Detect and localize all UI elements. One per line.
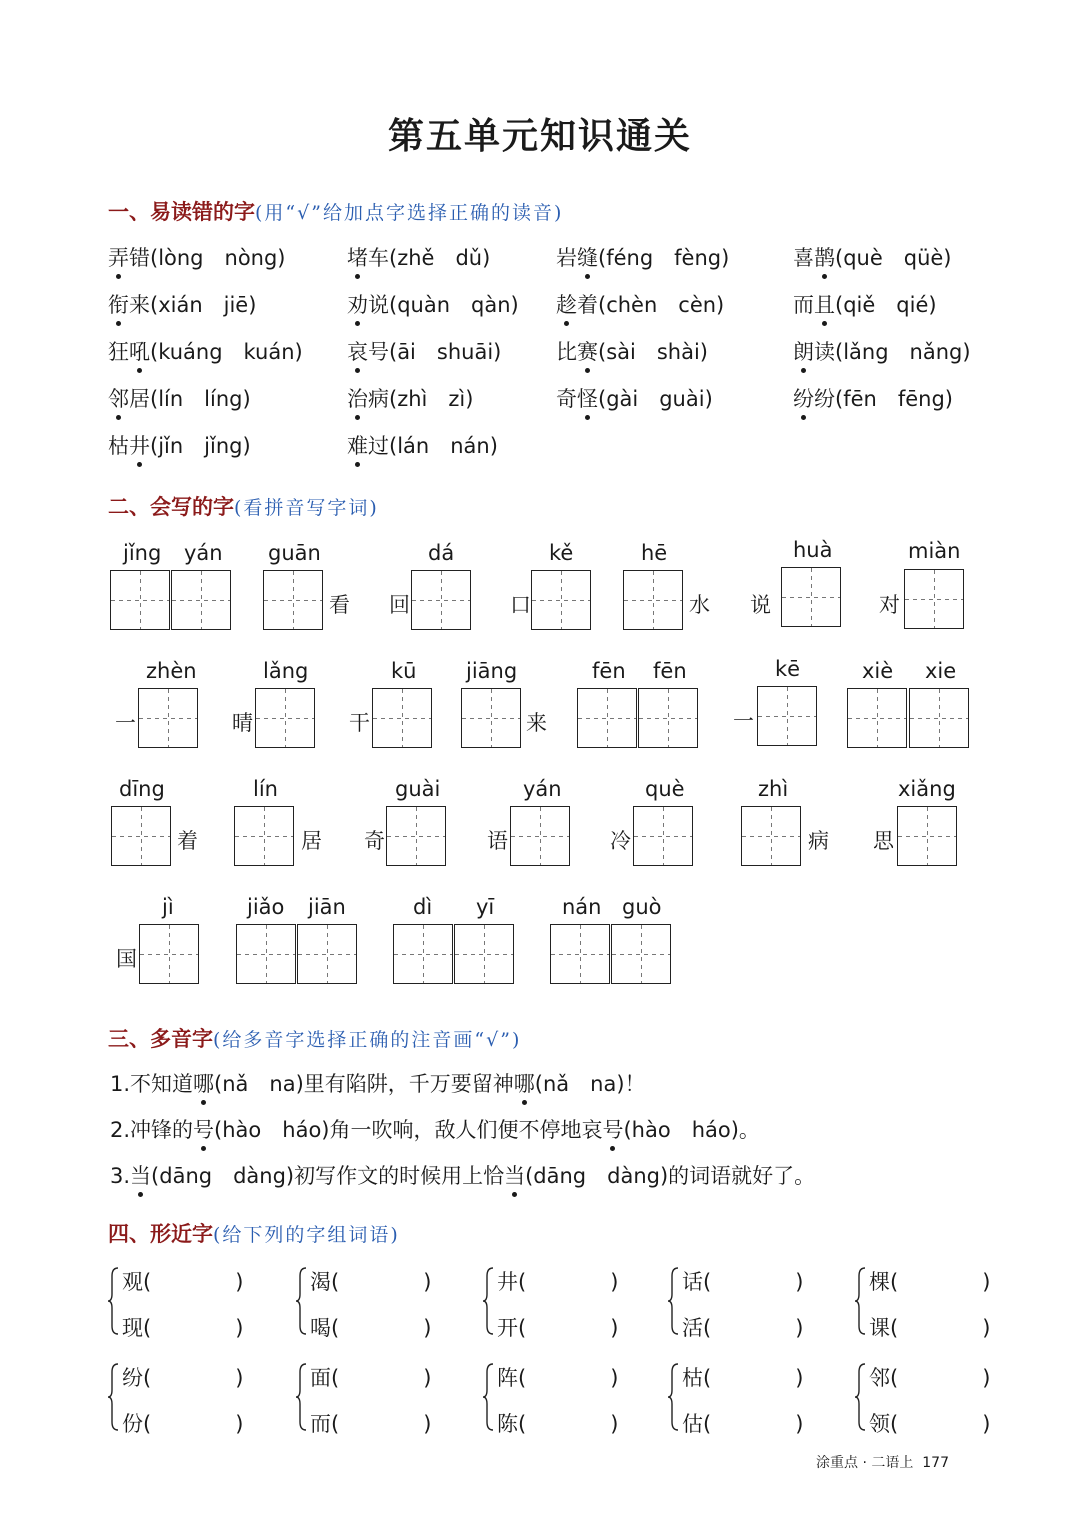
- word-char: 病: [808, 829, 829, 853]
- reading-item: [793, 242, 952, 272]
- pinyin-label: jì: [162, 895, 174, 919]
- pinyin-label: nán: [562, 895, 602, 919]
- section4-note: (给下列的字组词语): [213, 1224, 400, 1246]
- reading-post: 车: [368, 246, 389, 270]
- pinyin-label: zhèn: [146, 659, 197, 683]
- sentence-text: (hào háo)。: [623, 1118, 760, 1142]
- polyphone-char: 哪: [514, 1072, 535, 1096]
- polyphone-char: 号: [602, 1118, 623, 1142]
- pinyin-label: yán: [184, 541, 223, 565]
- emphasis-dot: [822, 321, 827, 326]
- section3-heading: [108, 1023, 521, 1053]
- writing-box: [263, 570, 323, 630]
- writing-box: [111, 806, 171, 866]
- pinyin-label: lín: [253, 777, 278, 801]
- pinyin-label: jiāng: [466, 659, 518, 683]
- similar-char-a: 棵( ): [869, 1270, 991, 1294]
- writing-box: [550, 924, 610, 984]
- pinyin-label: yī: [476, 895, 495, 919]
- emphasis-dot: [585, 274, 590, 279]
- reading-item: [793, 336, 971, 366]
- reading-pre: 比: [556, 340, 577, 364]
- emphasis-dot: [116, 415, 121, 420]
- similar-char-b: 领( ): [869, 1412, 991, 1436]
- reading-options: (lǎng nǎng): [835, 340, 971, 364]
- writing-box: [904, 569, 964, 629]
- reading-dotted-char: 纷: [793, 387, 814, 411]
- reading-options: (zhì zì): [389, 387, 474, 411]
- emphasis-dot: [355, 274, 360, 279]
- word-char: 冷: [610, 829, 631, 853]
- reading-dotted-char: 鹊: [814, 246, 835, 270]
- similar-char-b: 份( ): [122, 1412, 244, 1436]
- emphasis-dot: [512, 1192, 517, 1197]
- reading-options: (āi shuāi): [389, 340, 502, 364]
- sentence-text: 3.: [110, 1164, 131, 1188]
- brace-icon: [668, 1266, 680, 1336]
- section2-heading: [108, 491, 379, 521]
- brace-icon: [108, 1266, 120, 1336]
- writing-box: [138, 688, 198, 748]
- reading-post: 错: [129, 246, 150, 270]
- section2-head: 二、会写的字: [108, 495, 234, 519]
- reading-dotted-char: 弄: [108, 246, 129, 270]
- pinyin-label: dá: [428, 541, 455, 565]
- writing-box: [847, 688, 907, 748]
- reading-dotted-char: 堵: [347, 246, 368, 270]
- sentence-text: (nǎ na)里有陷阱，千万要留神: [214, 1072, 514, 1096]
- emphasis-dot: [116, 321, 121, 326]
- reading-post: 着: [577, 293, 598, 317]
- emphasis-dot: [138, 1192, 143, 1197]
- reading-dotted-char: 怪: [577, 387, 598, 411]
- word-char: 水: [689, 593, 710, 617]
- section1-head: 一、易读错的字: [108, 200, 255, 224]
- word-char: 一: [733, 709, 754, 733]
- reading-pre: 奇: [556, 387, 577, 411]
- emphasis-dot: [585, 415, 590, 420]
- similar-char-b: 估( ): [682, 1412, 804, 1436]
- word-char: 回: [389, 593, 410, 617]
- polyphone-char: 当: [504, 1164, 525, 1188]
- similar-char-b: 现( ): [122, 1316, 244, 1340]
- reading-dotted-char: 缝: [577, 246, 598, 270]
- pinyin-label: jǐng: [123, 541, 162, 565]
- sentence-text: (dāng dàng)的词语就好了。: [525, 1164, 816, 1188]
- section3-note: (给多音字选择正确的注音画“√”): [213, 1029, 522, 1051]
- brace-icon: [483, 1362, 495, 1432]
- reading-options: (zhě dǔ): [389, 246, 491, 270]
- reading-item: [347, 430, 498, 460]
- similar-char-a: 井( ): [497, 1270, 619, 1294]
- writing-box: [372, 688, 432, 748]
- word-char: 思: [873, 829, 894, 853]
- emphasis-dot: [201, 1100, 206, 1105]
- similar-char-a: 阵( ): [497, 1366, 619, 1390]
- brace-icon: [108, 1362, 120, 1432]
- word-char: 说: [750, 593, 771, 617]
- similar-char-a: 渴( ): [310, 1270, 432, 1294]
- brace-icon: [483, 1266, 495, 1336]
- writing-box: [393, 924, 453, 984]
- word-char: 国: [116, 947, 137, 971]
- reading-dotted-char: 朗: [793, 340, 814, 364]
- reading-options: (fēn fēng): [835, 387, 953, 411]
- writing-box: [297, 924, 357, 984]
- pinyin-label: miàn: [908, 539, 961, 563]
- similar-char-b: 开( ): [497, 1316, 619, 1340]
- emphasis-dot: [522, 1100, 527, 1105]
- pinyin-label: yán: [523, 777, 562, 801]
- reading-dotted-char: 赛: [577, 340, 598, 364]
- similar-char-a: 枯( ): [682, 1366, 804, 1390]
- emphasis-dot: [355, 415, 360, 420]
- reading-item: [556, 289, 724, 319]
- writing-box: [623, 570, 683, 630]
- reading-options: (lòng nòng): [150, 246, 286, 270]
- word-char: 一: [115, 711, 136, 735]
- emphasis-dot: [822, 274, 827, 279]
- writing-box: [757, 686, 817, 746]
- sentence-text: 2.冲锋的: [110, 1118, 194, 1142]
- reading-options: (què qüè): [835, 246, 952, 270]
- reading-item: [108, 430, 251, 460]
- pinyin-label: fēn: [592, 659, 626, 683]
- reading-options: (kuáng kuán): [150, 340, 303, 364]
- pinyin-label: guān: [268, 541, 321, 565]
- reading-dotted-char: 难: [347, 434, 368, 458]
- pinyin-label: hē: [641, 541, 668, 565]
- reading-post: 居: [129, 387, 150, 411]
- reading-options: (lán nán): [389, 434, 498, 458]
- pinyin-label: dì: [413, 895, 433, 919]
- similar-char-a: 邻( ): [869, 1366, 991, 1390]
- reading-item: [108, 383, 251, 413]
- word-char: 看: [329, 593, 350, 617]
- word-char: 居: [301, 829, 322, 853]
- writing-box: [236, 924, 296, 984]
- reading-options: (qiě qié): [835, 293, 937, 317]
- reading-dotted-char: 治: [347, 387, 368, 411]
- reading-pre: 岩: [556, 246, 577, 270]
- writing-box: [741, 806, 801, 866]
- reading-options: (chèn cèn): [598, 293, 725, 317]
- pinyin-label: zhì: [758, 777, 789, 801]
- writing-box: [386, 806, 446, 866]
- brace-icon: [668, 1362, 680, 1432]
- similar-char-a: 纷( ): [122, 1366, 244, 1390]
- pinyin-label: què: [645, 777, 685, 801]
- writing-box: [411, 570, 471, 630]
- reading-item: [108, 242, 286, 272]
- reading-pre: 狂: [108, 340, 129, 364]
- writing-box: [461, 688, 521, 748]
- sentence-text: 1.不知道: [110, 1072, 194, 1096]
- reading-item: [347, 242, 490, 272]
- reading-options: (lín líng): [150, 387, 251, 411]
- word-char: 语: [487, 829, 508, 853]
- writing-box: [255, 688, 315, 748]
- word-char: 奇: [364, 829, 385, 853]
- writing-box: [781, 567, 841, 627]
- reading-post: 来: [129, 293, 150, 317]
- reading-item: [556, 383, 713, 413]
- similar-char-b: 喝( ): [310, 1316, 432, 1340]
- reading-post: 读: [814, 340, 835, 364]
- section4-heading: [108, 1218, 400, 1248]
- emphasis-dot: [564, 321, 569, 326]
- reading-post: 纷: [814, 387, 835, 411]
- sentence-text: (dāng dàng)初写作文的时候用上恰: [151, 1164, 505, 1188]
- pinyin-label: guò: [622, 895, 662, 919]
- emphasis-dot: [137, 462, 142, 467]
- reading-post: 说: [368, 293, 389, 317]
- word-char: 来: [526, 711, 547, 735]
- polyphone-sentence: [110, 1114, 760, 1144]
- word-char: 干: [349, 711, 370, 735]
- page-number: 177: [922, 1455, 949, 1471]
- pinyin-label: dīng: [119, 777, 165, 801]
- reading-dotted-char: 衔: [108, 293, 129, 317]
- writing-box: [139, 924, 199, 984]
- reading-dotted-char: 劝: [347, 293, 368, 317]
- polyphone-char: 哪: [193, 1072, 214, 1096]
- polyphone-char: 当: [130, 1164, 151, 1188]
- pinyin-label: lǎng: [263, 659, 309, 683]
- reading-options: (féng fèng): [598, 246, 730, 270]
- section3-head: 三、多音字: [108, 1027, 213, 1051]
- pinyin-label: fēn: [653, 659, 687, 683]
- writing-box: [110, 570, 170, 630]
- footer: [816, 1452, 949, 1472]
- emphasis-dot: [137, 368, 142, 373]
- pinyin-label: guài: [395, 777, 441, 801]
- writing-box: [611, 924, 671, 984]
- reading-item: [793, 383, 953, 413]
- reading-dotted-char: 趁: [556, 293, 577, 317]
- emphasis-dot: [355, 368, 360, 373]
- pinyin-label: kū: [391, 659, 417, 683]
- pinyin-label: xiè: [862, 659, 894, 683]
- pinyin-label: xiǎng: [898, 777, 956, 801]
- writing-box: [171, 570, 231, 630]
- section4-head: 四、形近字: [108, 1222, 213, 1246]
- writing-box: [638, 688, 698, 748]
- section1-heading: [108, 196, 563, 226]
- similar-char-b: 而( ): [310, 1412, 432, 1436]
- similar-char-b: 活( ): [682, 1316, 804, 1340]
- similar-char-a: 观( ): [122, 1270, 244, 1294]
- reading-dotted-char: 吼: [129, 340, 150, 364]
- reading-item: [556, 336, 708, 366]
- emphasis-dot: [355, 321, 360, 326]
- section2-note: (看拼音写字词): [234, 497, 379, 519]
- writing-box: [510, 806, 570, 866]
- sentence-text: (hào háo)角一吹响，敌人们便不停地哀: [214, 1118, 603, 1142]
- writing-box: [897, 806, 957, 866]
- writing-box: [909, 688, 969, 748]
- emphasis-dot: [801, 415, 806, 420]
- footer-text: 涂重点 · 二语上: [816, 1455, 914, 1471]
- reading-dotted-char: 且: [814, 293, 835, 317]
- reading-post: 过: [368, 434, 389, 458]
- writing-box: [234, 806, 294, 866]
- reading-item: [556, 242, 729, 272]
- pinyin-label: huà: [793, 538, 833, 562]
- reading-post: 号: [368, 340, 389, 364]
- writing-box: [454, 924, 514, 984]
- brace-icon: [296, 1362, 308, 1432]
- reading-dotted-char: 哀: [347, 340, 368, 364]
- polyphone-sentence: [110, 1160, 815, 1190]
- emphasis-dot: [610, 1146, 615, 1151]
- polyphone-sentence: [110, 1068, 646, 1098]
- word-char: 口: [510, 593, 531, 617]
- writing-box: [577, 688, 637, 748]
- reading-options: (gài guài): [598, 387, 713, 411]
- page-title: 第五单元知识通关: [387, 115, 692, 157]
- similar-char-a: 面( ): [310, 1366, 432, 1390]
- reading-options: (jǐn jǐng): [150, 434, 251, 458]
- brace-icon: [855, 1266, 867, 1336]
- pinyin-label: jiān: [308, 895, 346, 919]
- pinyin-label: xie: [925, 659, 957, 683]
- sentence-text: (nǎ na)！: [534, 1072, 646, 1096]
- reading-pre: 喜: [793, 246, 814, 270]
- reading-options: (xián jiē): [150, 293, 257, 317]
- brace-icon: [296, 1266, 308, 1336]
- similar-char-b: 陈( ): [497, 1412, 619, 1436]
- reading-dotted-char: 邻: [108, 387, 129, 411]
- brace-icon: [855, 1362, 867, 1432]
- section1-note: (用“√”给加点字选择正确的读音): [255, 202, 564, 224]
- writing-box: [633, 806, 693, 866]
- reading-options: (sài shài): [598, 340, 708, 364]
- emphasis-dot: [201, 1146, 206, 1151]
- polyphone-char: 号: [193, 1118, 214, 1142]
- reading-item: [347, 383, 473, 413]
- similar-char-b: 课( ): [869, 1316, 991, 1340]
- reading-post: 病: [368, 387, 389, 411]
- word-char: 晴: [232, 711, 253, 735]
- reading-item: [347, 336, 501, 366]
- reading-item: [793, 289, 937, 319]
- reading-options: (quàn qàn): [389, 293, 519, 317]
- reading-dotted-char: 井: [129, 434, 150, 458]
- reading-item: [108, 289, 256, 319]
- pinyin-label: kě: [549, 541, 574, 565]
- reading-item: [108, 336, 303, 366]
- reading-pre: 而: [793, 293, 814, 317]
- emphasis-dot: [585, 368, 590, 373]
- pinyin-label: kē: [775, 657, 801, 681]
- pinyin-label: jiǎo: [247, 895, 285, 919]
- emphasis-dot: [801, 368, 806, 373]
- reading-pre: 枯: [108, 434, 129, 458]
- emphasis-dot: [355, 462, 360, 467]
- word-char: 着: [177, 829, 198, 853]
- emphasis-dot: [116, 274, 121, 279]
- writing-box: [531, 570, 591, 630]
- reading-item: [347, 289, 519, 319]
- similar-char-a: 话( ): [682, 1270, 804, 1294]
- word-char: 对: [879, 593, 900, 617]
